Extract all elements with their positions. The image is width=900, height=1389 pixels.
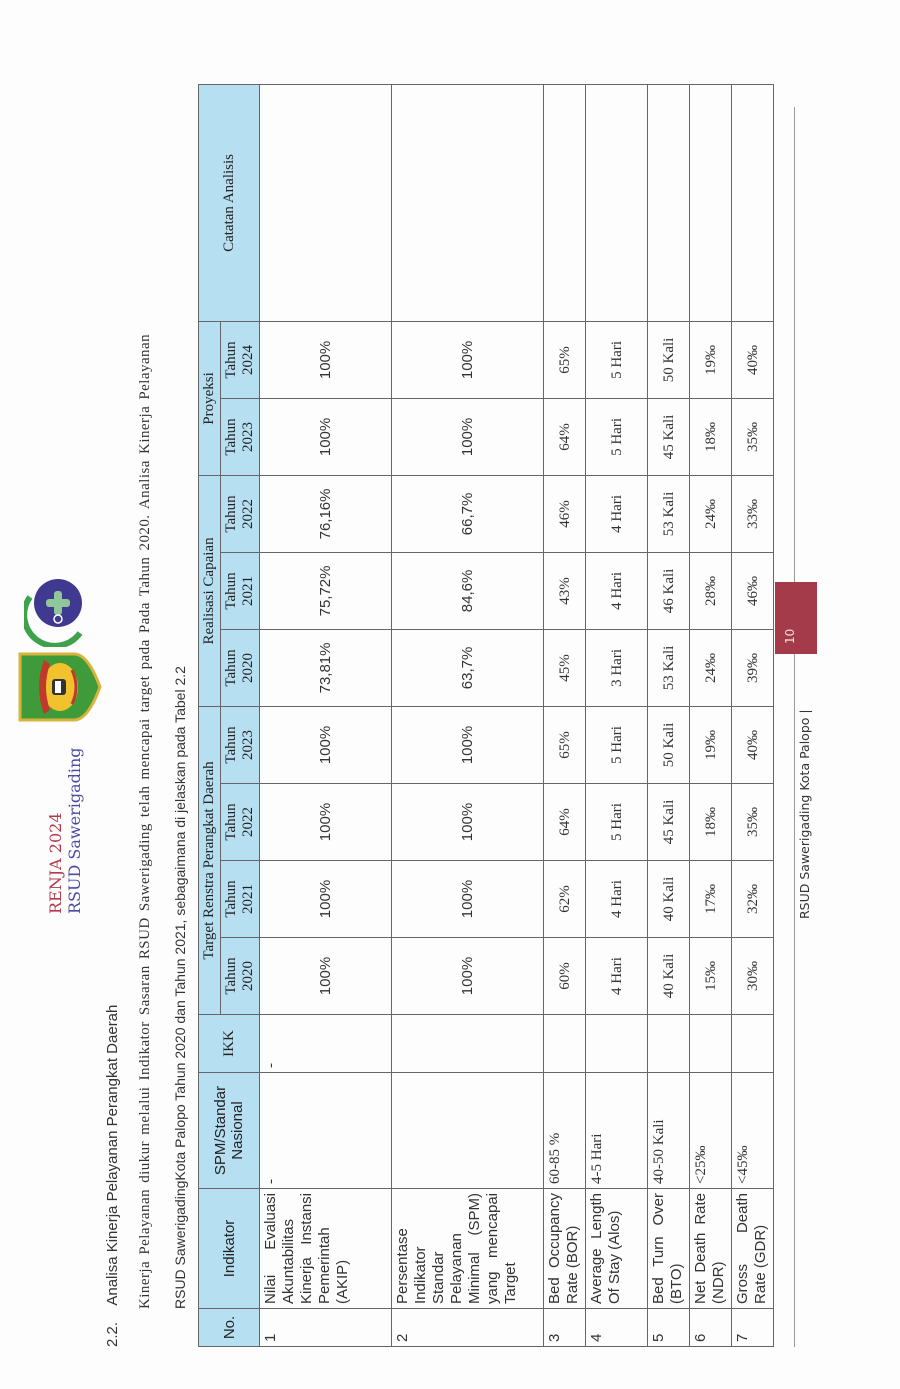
section-heading — [104, 1005, 121, 1347]
table-row — [392, 84, 544, 1346]
cell-target: 100% — [260, 706, 392, 783]
cell-target: 100% — [260, 784, 392, 861]
cell-target: 4 Hari — [586, 861, 648, 938]
cell-indikator: Bed Turn Over (BTO) — [648, 1189, 690, 1309]
cell-target: 100% — [392, 861, 544, 938]
cell-target: 35‰ — [732, 784, 774, 861]
cell-realisasi: 53 Kali — [648, 475, 690, 552]
cell-realisasi: 28‰ — [690, 552, 732, 629]
header-proyeksi-group: Proyeksi — [199, 321, 221, 475]
cell-ikk — [586, 1015, 648, 1073]
header-target-year: Tahun 2020 — [221, 938, 260, 1015]
cell-catatan — [648, 84, 690, 321]
cell-spm: 40-50 Kali — [648, 1073, 690, 1189]
cell-target: 100% — [260, 861, 392, 938]
cell-target: 100% — [392, 706, 544, 783]
header-target-year: Tahun 2023 — [221, 706, 260, 783]
cell-proyeksi: 65% — [544, 321, 586, 398]
cell-target: 17‰ — [690, 861, 732, 938]
cell-realisasi: 45% — [544, 629, 586, 706]
cell-catatan — [586, 84, 648, 321]
performance-table — [198, 84, 774, 1347]
cell-no: 1 — [260, 1309, 392, 1347]
header-realisasi-group: Realisasi Capaian — [199, 475, 221, 706]
cell-target: 65% — [544, 706, 586, 783]
cell-target: 100% — [260, 938, 392, 1015]
cell-proyeksi: 19‰ — [690, 321, 732, 398]
table-row — [648, 84, 690, 1346]
cell-target: 32‰ — [732, 861, 774, 938]
cell-spm: 60-85 % — [544, 1073, 586, 1189]
cell-proyeksi: 5 Hari — [586, 321, 648, 398]
cell-realisasi: 66,7% — [392, 475, 544, 552]
doc-title: RENJA 2024 — [46, 812, 65, 914]
footer-org: RSUD Sawerigading Kota Palopo | — [797, 709, 812, 919]
cell-catatan — [392, 84, 544, 321]
cell-spm: 4-5 Hari — [586, 1073, 648, 1189]
cell-ikk: - — [260, 1015, 392, 1073]
cell-proyeksi: 100% — [260, 321, 392, 398]
cell-target: 5 Hari — [586, 784, 648, 861]
cell-realisasi: 3 Hari — [586, 629, 648, 706]
header-catatan: Catatan Analisis — [199, 84, 260, 321]
cell-proyeksi: 35‰ — [732, 398, 774, 475]
cell-target: 100% — [392, 938, 544, 1015]
cell-realisasi: 76,16% — [260, 475, 392, 552]
cell-realisasi: 75,72% — [260, 552, 392, 629]
cell-target: 15‰ — [690, 938, 732, 1015]
cell-catatan — [690, 84, 732, 321]
cell-no: 6 — [690, 1309, 732, 1347]
cell-proyeksi: 100% — [260, 398, 392, 475]
cell-target: 64% — [544, 784, 586, 861]
cell-indikator: Average Length Of Stay (Alos) — [586, 1189, 648, 1309]
footer-divider — [794, 107, 795, 1347]
cell-target: 100% — [392, 784, 544, 861]
cell-realisasi: 53 Kali — [648, 629, 690, 706]
cell-proyeksi: 100% — [392, 321, 544, 398]
header-indikator: Indikator — [199, 1189, 260, 1309]
cell-catatan — [544, 84, 586, 321]
cell-ikk — [690, 1015, 732, 1073]
section-title: Analisa Kinerja Pelayanan Perangkat Daerah — [104, 1004, 121, 1306]
cell-ikk — [732, 1015, 774, 1073]
header-target-year: Tahun 2021 — [221, 861, 260, 938]
hospital-logo-icon — [24, 567, 92, 647]
cell-spm: <25‰ — [690, 1073, 732, 1189]
cell-realisasi: 84,6% — [392, 552, 544, 629]
cell-ikk — [392, 1015, 544, 1073]
cell-target: 30‰ — [732, 938, 774, 1015]
cell-indikator: Persentase Indikator Standar Pelayanan Minimal (SPM) yang mencapai Target — [392, 1189, 544, 1309]
header-realisasi-year: Tahun 2021 — [221, 552, 260, 629]
page-number-badge: 10 — [775, 582, 817, 654]
header-realisasi-year: Tahun 2020 — [221, 629, 260, 706]
section-number: 2.2. — [104, 1321, 121, 1347]
table-row — [690, 84, 732, 1346]
cell-realisasi: 46% — [544, 475, 586, 552]
cell-no: 7 — [732, 1309, 774, 1347]
cell-target: 60% — [544, 938, 586, 1015]
cell-no: 2 — [392, 1309, 544, 1347]
cell-target: 45 Kali — [648, 784, 690, 861]
cell-realisasi: 73,81% — [260, 629, 392, 706]
cell-indikator: Gross Death Rate (GDR) — [732, 1189, 774, 1309]
org-name: RSUD Sawerigading — [65, 747, 84, 914]
cell-realisasi: 43% — [544, 552, 586, 629]
cell-proyeksi: 100% — [392, 398, 544, 475]
header-target-year: Tahun 2022 — [221, 784, 260, 861]
cell-proyeksi: 5 Hari — [586, 398, 648, 475]
header-ikk: IKK — [199, 1015, 260, 1073]
cell-no: 4 — [586, 1309, 648, 1347]
table-row — [586, 84, 648, 1346]
cell-spm — [392, 1073, 544, 1189]
cell-proyeksi: 50 Kali — [648, 321, 690, 398]
cell-no: 3 — [544, 1309, 586, 1347]
cell-target: 19‰ — [690, 706, 732, 783]
cell-catatan — [732, 84, 774, 321]
cell-realisasi: 4 Hari — [586, 552, 648, 629]
cell-target: 50 Kali — [648, 706, 690, 783]
cell-target: 4 Hari — [586, 938, 648, 1015]
header-no: No. — [199, 1309, 260, 1347]
paragraph-line: RSUD SawerigadingKota Palopo Tahun 2020 dan Tahun 2021, sebagaimana di jelaskan pada Tabel 2.2 — [172, 666, 188, 1309]
cell-realisasi: 24‰ — [690, 629, 732, 706]
table-row — [260, 84, 392, 1346]
table-row — [732, 84, 774, 1346]
cell-target: 40 Kali — [648, 938, 690, 1015]
header-realisasi-year: Tahun 2022 — [221, 475, 260, 552]
cell-realisasi: 63,7% — [392, 629, 544, 706]
table-row — [544, 84, 586, 1346]
cell-realisasi: 4 Hari — [586, 475, 648, 552]
cell-realisasi: 33‰ — [732, 475, 774, 552]
paragraph-line: Kinerja Pelayanan diukur melalui Indikator Sasaran RSUD Sawerigading telah mencapai target pada Pada Tahun 2020. Analisa Kinerja Pelayanan — [137, 333, 153, 1309]
cell-target: 18‰ — [690, 784, 732, 861]
cell-proyeksi: 40‰ — [732, 321, 774, 398]
cell-indikator: Bed Occupancy Rate (BOR) — [544, 1189, 586, 1309]
cell-target: 40 Kali — [648, 861, 690, 938]
cell-catatan — [260, 84, 392, 321]
header-proyeksi-year: Tahun 2023 — [221, 398, 260, 475]
cell-no: 5 — [648, 1309, 690, 1347]
cell-proyeksi: 45 Kali — [648, 398, 690, 475]
cell-proyeksi: 18‰ — [690, 398, 732, 475]
cell-realisasi: 39‰ — [732, 629, 774, 706]
header-proyeksi-year: Tahun 2024 — [221, 321, 260, 398]
cell-target: 5 Hari — [586, 706, 648, 783]
document-header — [46, 714, 84, 914]
cell-indikator: Net Death Rate (NDR) — [690, 1189, 732, 1309]
city-emblem-icon — [14, 648, 102, 726]
cell-realisasi: 46‰ — [732, 552, 774, 629]
cell-ikk — [648, 1015, 690, 1073]
cell-target: 62% — [544, 861, 586, 938]
cell-realisasi: 46 Kali — [648, 552, 690, 629]
header-target-group: Target Renstra Perangkat Daerah — [199, 706, 221, 1014]
cell-spm: <45‰ — [732, 1073, 774, 1189]
cell-ikk — [544, 1015, 586, 1073]
header-spm: SPM/Standar Nasional — [199, 1073, 260, 1189]
cell-realisasi: 24‰ — [690, 475, 732, 552]
cell-proyeksi: 64% — [544, 398, 586, 475]
cell-spm: - — [260, 1073, 392, 1189]
cell-target: 40‰ — [732, 706, 774, 783]
cell-indikator: Nilai Evaluasi Akuntabilitas Kinerja Instansi Pemerintah (AKIP) — [260, 1189, 392, 1309]
